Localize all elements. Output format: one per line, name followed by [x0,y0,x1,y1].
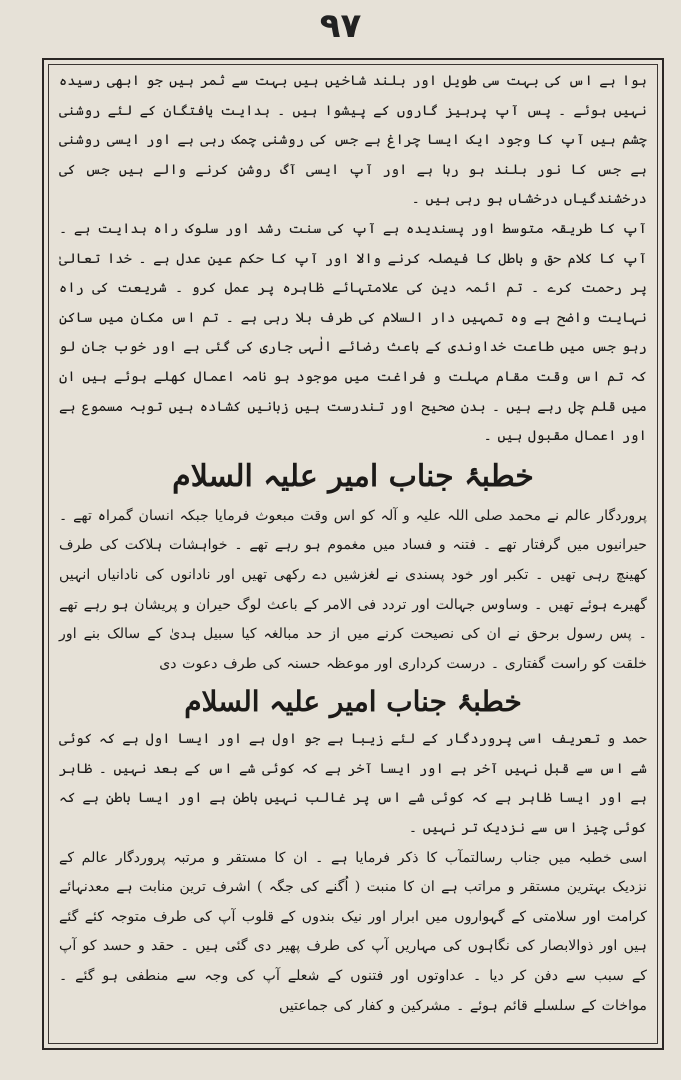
paragraph-2: آپ کا طریقہ متوسط اور پسندیدہ ہے آپ کی سنت رشد اور سلوک راہ ہدایت ہے ۔ آپ کا کلام حق و باطل کا فیصلہ کرنے والا اور آپ کا حکم عین عدل ہے ۔ خدا تعالیٰ پر رحمت کرے ۔ تم ائمہ دین کی علامتہائے ظاہرہ پر عمل کرو ۔ شریعت کی راہ نہایت واضح ہے وہ تمہیں دار السلام کی طرف بلا رہی ہے ۔ تم اس مکان میں ساکن رہو جس میں طاعت خداوندی کے باعث رضائے الٰہی جاری کی گئی ہے اور خوب جان لو کہ تم اس وقت مقام مہلت و فراغت میں موجود ہو نامہ اعمال کھلے ہوئے ہیں ان میں قلم چل رہے ہیں ۔ بدن صحیح اور تندرست ہیں زبانیں کشادہ ہیں توبہ مسموع ہے اور اعمال مقبول ہیں ۔ [59,220,647,445]
paragraph-4: حمد و تعریف اسی پروردگار کے لئے زیبا ہے جو اول ہے اور ایسا اول ہے کہ کوئی شے اس سے قبل نہیں آخر ہے اور ایسا آخر ہے کہ کوئی شے اس کے بعد نہیں ۔ ظاہر ہے اور ایسا ظاہر ہے کہ کوئی شے اس پر غالب نہیں باطن ہے اور ایسا باطن ہے کہ کوئی چیز اس سے نزدیک تر نہیں ۔ [59,731,647,837]
paragraph-3: پروردگار عالم نے محمد صلی اللہ علیہ و آلہ کو اس وقت مبعوث فرمایا جبکہ انسان گمراہ تھے ۔ حیرانیوں میں گرفتار تھے ۔ فتنہ و فساد میں مغموم ہو رہے تھے ۔ خواہشات ہلاکت کی طرف کھینچ رہی تھیں ۔ تکبر اور خود پسندی نے لغزشیں دے رکھی تھیں اور نادانوں کی نادانیاں انہیں گھیرے ہوئے تھیں ۔ وساوس جہالت اور تردد فی الامر کے باعث لوگ حیران و پریشان ہو رہے تھے ۔ پس رسول برحق نے ان کی نصیحت کرنے میں از حد مبالغہ کیا سبیل ہدیٰ کے سالک بنے اور خلقت کو راست گفتاری ۔ درست کرداری اور موعظہ حسنہ کی طرف دعوت دی [59,507,647,672]
page-number: ۹۷ [319,6,362,46]
section-heading-2: خطبۂ جناب امیر علیہ السلام [184,685,522,719]
section-heading-1: خطبۂ جناب امیر علیہ السلام [172,458,534,494]
text-frame [48,64,658,1044]
paragraph-1: ہوا ہے اس کی بہت سی طویل اور بلند شاخیں ہیں بہت سے ثمر ہیں جو ابھی رسیدہ نہیں ہوئے ۔ پس آپ پرہیز گاروں کے پیشوا ہیں ۔ ہدایت یافتگان کے لئے روشنی چشم ہیں آپ کا وجود ایک ایسا چراغ ہے جس کی روشنی چمک رہی ہے اور ایسی روشنی ہے جس کا نور بلند ہو رہا ہے اور آپ ایسی آگ روشن کرنے والے ہیں جس کی درخشندگیاں درخشاں ہو رہی ہیں ۔ [59,73,647,208]
paragraph-5: اسی خطبہ میں جناب رسالتمآب کا ذکر فرمایا ہے ۔ ان کا مستقر و مرتبہ پروردگار عالم کے نزدیک بہترین مستقر و مراتب ہے ان کا منبت ( اُگنے کی جگہ ) اشرف ترین منابت ہے معدنہائے کرامت اور سلامتی کے گہواروں میں ابرار اور نیک بندوں کے قلوب آپ کی طرف متوجہ کئے گئے ہیں اور ذوالابصار کی نگاہوں کی مہاریں آپ کی طرف پھیر دی گئی ہیں ۔ حقد و حسد کو آپ کے سبب سے دفن کر دیا ۔ عداوتوں اور فتنوں کے شعلے آپ کی وجہ سے منطفی ہو گئے ۔ مواخات کے سلسلے قائم ہوئے ۔ مشرکین و کفار کی جماعتیں [59,849,647,1014]
